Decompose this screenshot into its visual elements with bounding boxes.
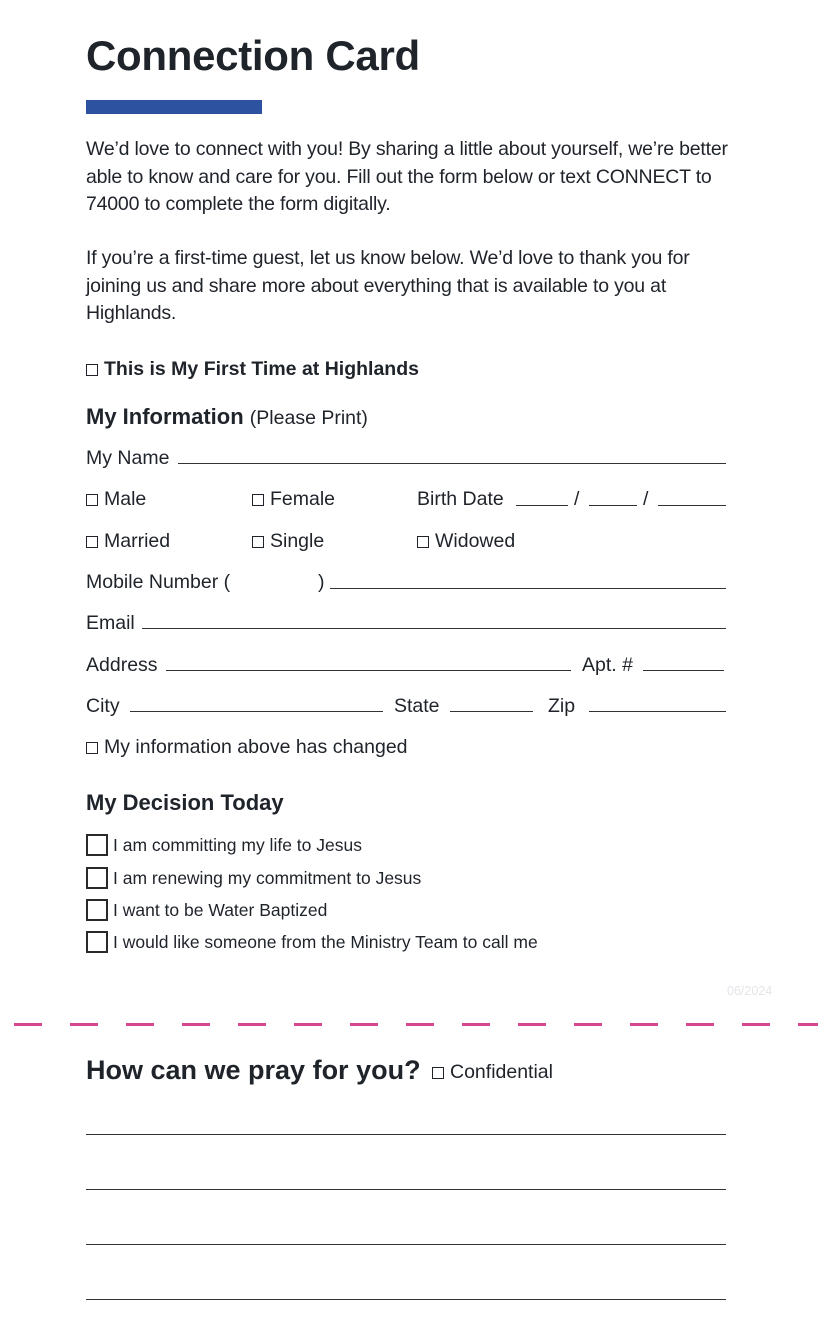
decision-option[interactable] <box>86 898 327 922</box>
marital-option-single[interactable] <box>252 529 324 553</box>
prayer-writing-line[interactable] <box>86 1244 726 1245</box>
name-label: My Name <box>86 447 170 469</box>
widowed-label: Widowed <box>435 530 516 552</box>
birth-year-field[interactable] <box>658 505 726 506</box>
first-time-option[interactable] <box>86 357 419 381</box>
female-label: Female <box>270 488 336 510</box>
my-information-heading <box>86 403 368 432</box>
single-checkbox[interactable] <box>252 536 264 548</box>
decision-heading: My Decision Today <box>86 790 284 815</box>
title-accent-bar <box>86 100 262 114</box>
decision-option[interactable] <box>86 833 362 857</box>
prayer-writing-line[interactable] <box>86 1134 726 1135</box>
date-separator: / <box>574 488 580 510</box>
name-field[interactable] <box>178 463 726 464</box>
single-label: Single <box>270 530 325 552</box>
decision-checkbox[interactable] <box>86 931 108 953</box>
address-label: Address <box>86 654 158 676</box>
decision-label: I am renewing my commitment to Jesus <box>113 868 422 888</box>
gender-option-male[interactable] <box>86 487 146 511</box>
confidential-checkbox[interactable] <box>432 1067 444 1079</box>
decision-checkbox[interactable] <box>86 834 108 856</box>
apt-field[interactable] <box>643 670 724 671</box>
decision-option[interactable] <box>86 930 538 954</box>
decision-label: I am committing my life to Jesus <box>113 835 362 855</box>
intro-paragraph-1: We’d love to connect with you! By sharing a little about yourself, we’re better able to know and care for you. Fill out the form below or text CONNECT to 74000 to complete the form digitally. <box>86 138 728 215</box>
please-print-note: (Please Print) <box>249 407 368 429</box>
state-field[interactable] <box>450 711 533 712</box>
zip-label: Zip <box>548 695 576 717</box>
email-field[interactable] <box>142 628 726 629</box>
decision-checkbox[interactable] <box>86 899 108 921</box>
intro-paragraph-2: If you’re a first-time guest, let us know below. We’d love to thank you for joining us and share more about everything that is available to you at Highlands. <box>86 247 690 324</box>
decision-checkbox[interactable] <box>86 867 108 889</box>
revision-date: 06/2024 <box>727 984 773 998</box>
cut-line-divider <box>0 1023 818 1026</box>
first-time-checkbox[interactable] <box>86 364 98 376</box>
male-label: Male <box>104 488 147 510</box>
info-changed-label: My information above has changed <box>104 736 408 758</box>
page-title: Connection Card <box>86 32 420 79</box>
city-field[interactable] <box>130 711 383 712</box>
decision-option[interactable] <box>86 866 421 890</box>
marital-option-married[interactable] <box>86 529 170 553</box>
marital-option-widowed[interactable] <box>417 529 515 553</box>
city-label: City <box>86 695 120 717</box>
married-checkbox[interactable] <box>86 536 98 548</box>
prayer-writing-line[interactable] <box>86 1189 726 1190</box>
zip-field[interactable] <box>589 711 726 712</box>
date-separator: / <box>643 488 649 510</box>
widowed-checkbox[interactable] <box>417 536 429 548</box>
prayer-heading: How can we pray for you? <box>86 1055 421 1085</box>
gender-option-female[interactable] <box>252 487 335 511</box>
birth-day-field[interactable] <box>589 505 637 506</box>
info-changed-option[interactable] <box>86 735 408 759</box>
decision-label: I would like someone from the Ministry Team to call me <box>113 932 538 952</box>
info-changed-checkbox[interactable] <box>86 742 98 754</box>
mobile-field[interactable] <box>330 588 726 589</box>
male-checkbox[interactable] <box>86 494 98 506</box>
confidential-label: Confidential <box>450 1061 553 1083</box>
apt-label: Apt. # <box>582 654 633 676</box>
birth-month-field[interactable] <box>516 505 568 506</box>
mobile-close-paren: ) <box>318 571 325 593</box>
mobile-label: Mobile Number ( <box>86 571 231 593</box>
prayer-writing-line[interactable] <box>86 1299 726 1300</box>
state-label: State <box>394 695 440 717</box>
email-label: Email <box>86 612 135 634</box>
birth-date-label: Birth Date <box>417 488 504 510</box>
first-time-label: This is My First Time at Highlands <box>104 358 419 380</box>
female-checkbox[interactable] <box>252 494 264 506</box>
married-label: Married <box>104 530 171 552</box>
decision-label: I want to be Water Baptized <box>113 900 328 920</box>
address-field[interactable] <box>166 670 571 671</box>
my-information-title: My Information <box>86 404 244 429</box>
confidential-option[interactable] <box>432 1060 553 1084</box>
